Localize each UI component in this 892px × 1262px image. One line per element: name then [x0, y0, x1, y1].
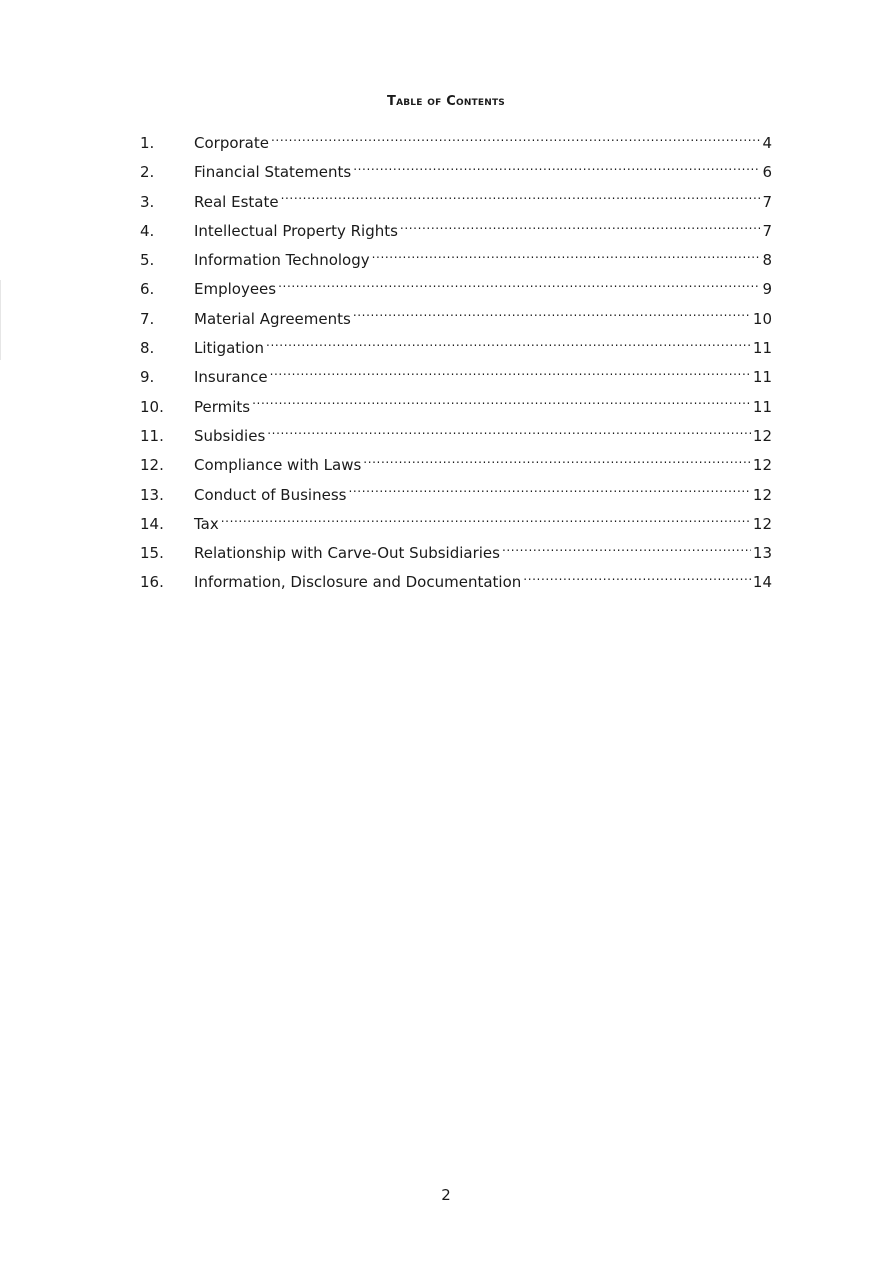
toc-entry-number: 15. — [140, 544, 164, 563]
toc-leader-dots — [353, 162, 760, 177]
toc-entry-label: Material Agreements — [194, 309, 351, 328]
toc-leader-dots — [502, 543, 751, 558]
toc-leader-dots — [278, 279, 760, 294]
toc-leader-dots — [281, 192, 760, 207]
toc-entry-number: 14. — [140, 514, 164, 533]
toc-entry-number: 7. — [140, 309, 155, 328]
toc-entry-number: 16. — [140, 573, 164, 592]
toc-entry[interactable] — [140, 568, 772, 597]
toc-entry-number: 4. — [140, 221, 155, 240]
toc-entry-label: Employees — [194, 280, 277, 299]
toc-leader-dots — [348, 485, 750, 500]
toc-list — [140, 129, 772, 598]
toc-leader-dots — [400, 221, 760, 236]
toc-leader-dots — [353, 309, 751, 324]
toc-entry[interactable] — [140, 334, 772, 363]
toc-entry-number: 2. — [140, 163, 155, 182]
toc-leader-dots — [270, 367, 751, 382]
toc-entry-page: 10 — [752, 309, 772, 328]
toc-entry[interactable] — [140, 451, 772, 480]
toc-entry[interactable] — [140, 481, 772, 510]
toc-entry-label: Information Technology — [194, 251, 370, 270]
toc-entry-number: 11. — [140, 426, 164, 445]
toc-leader-dots — [266, 338, 751, 353]
toc-title: Table of Contents — [387, 94, 505, 109]
toc-entry-page: 7 — [762, 221, 772, 240]
toc-entry-label: Intellectual Property Rights — [194, 221, 398, 240]
toc-entry-page: 11 — [752, 397, 772, 416]
toc-leader-dots — [221, 514, 751, 529]
toc-entry-number: 9. — [140, 368, 155, 387]
toc-entry[interactable] — [140, 510, 772, 539]
toc-entry-label: Permits — [194, 397, 251, 416]
toc-entry-label: Conduct of Business — [194, 485, 347, 504]
toc-entry-number: 3. — [140, 192, 155, 211]
toc-entry[interactable] — [140, 422, 772, 451]
toc-entry-label: Information, Disclosure and Documentation — [194, 573, 522, 592]
toc-entry-page: 11 — [752, 339, 772, 358]
toc-leader-dots — [252, 397, 751, 412]
toc-entry-page: 13 — [752, 544, 772, 563]
toc-entry-label: Litigation — [194, 339, 265, 358]
toc-entry-number: 10. — [140, 397, 164, 416]
toc-entry-number: 1. — [140, 134, 155, 152]
toc-entry-label: Real Estate — [194, 192, 279, 211]
page-number: 2 — [441, 1186, 451, 1204]
toc-entry[interactable] — [140, 539, 772, 568]
toc-entry-page: 9 — [762, 280, 772, 299]
toc-entry-number: 5. — [140, 251, 155, 270]
toc-entry[interactable] — [140, 305, 772, 334]
toc-leader-dots — [267, 426, 751, 441]
toc-entry-number: 8. — [140, 339, 155, 358]
toc-entry[interactable] — [140, 129, 772, 158]
toc-entry-label: Subsidies — [194, 426, 266, 445]
toc-entry-number: 6. — [140, 280, 155, 299]
toc-leader-dots — [523, 572, 751, 587]
toc-entry[interactable] — [140, 363, 772, 392]
toc-entry-label: Compliance with Laws — [194, 456, 362, 475]
toc-entry-page: 12 — [752, 426, 772, 445]
scan-margin-mark — [0, 280, 1, 360]
toc-entry-label: Tax — [194, 514, 219, 533]
toc-entry[interactable] — [140, 188, 772, 217]
toc-entry-label: Insurance — [194, 368, 268, 387]
toc-entry-page: 12 — [752, 514, 772, 533]
toc-entry-number: 12. — [140, 456, 164, 475]
toc-leader-dots — [372, 250, 760, 265]
toc-entry-page: 12 — [752, 485, 772, 504]
toc-entry[interactable] — [140, 158, 772, 187]
toc-entry-page: 6 — [762, 163, 772, 182]
toc-entry[interactable] — [140, 393, 772, 422]
toc-entry-page: 8 — [762, 251, 772, 270]
toc-entry[interactable] — [140, 217, 772, 246]
toc-entry[interactable] — [140, 275, 772, 304]
toc-entry-number: 13. — [140, 485, 164, 504]
toc-entry[interactable] — [140, 246, 772, 275]
toc-entry-page: 7 — [762, 192, 772, 211]
toc-leader-dots — [363, 455, 751, 470]
toc-entry-page: 4 — [762, 134, 772, 152]
toc-entry-label: Corporate — [194, 134, 269, 152]
toc-leader-dots — [271, 133, 760, 148]
toc-entry-page: 14 — [752, 573, 772, 592]
toc-entry-label: Financial Statements — [194, 163, 352, 182]
toc-entry-page: 12 — [752, 456, 772, 475]
toc-entry-label: Relationship with Carve-Out Subsidiaries — [194, 544, 500, 563]
toc-entry-page: 11 — [752, 368, 772, 387]
